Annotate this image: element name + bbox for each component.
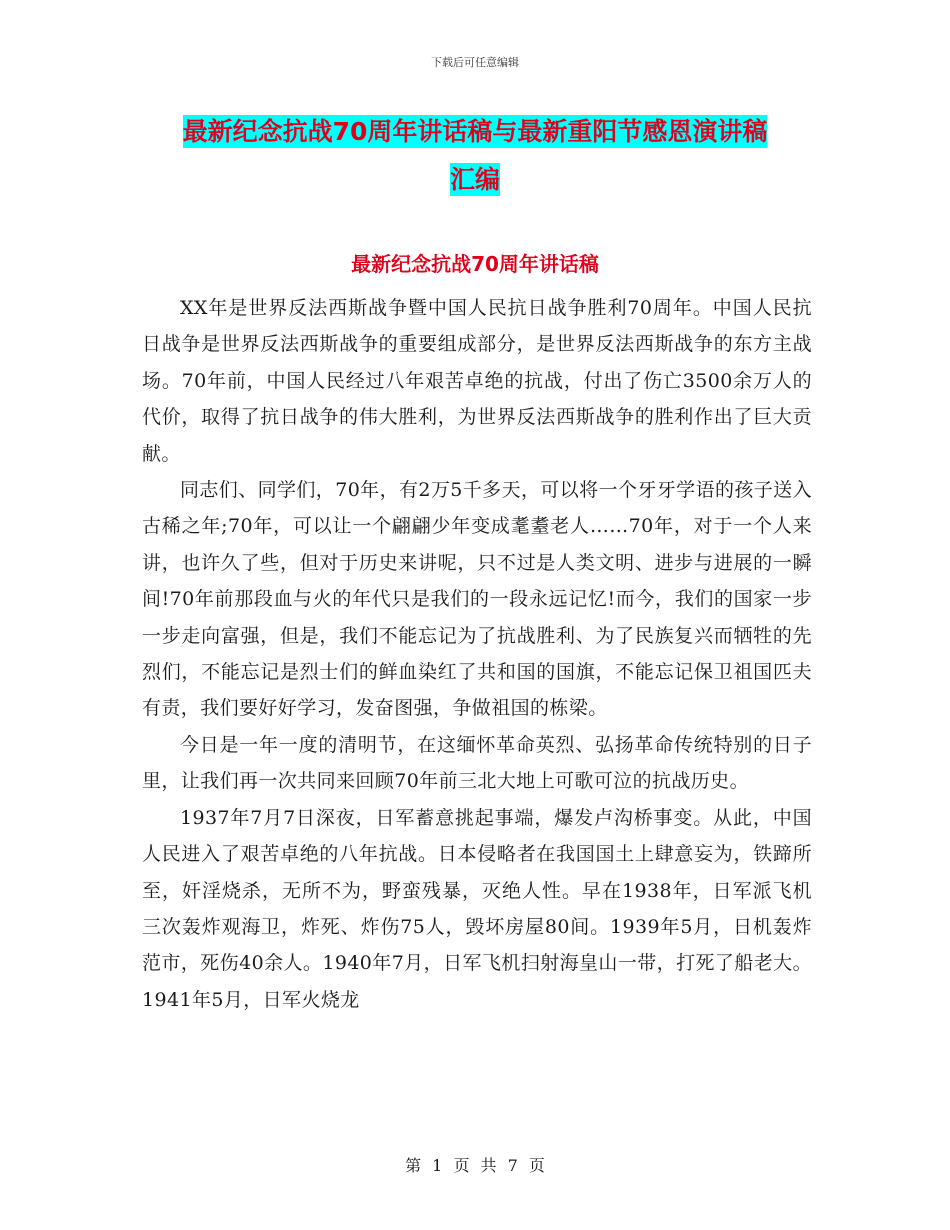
- document-title: [140, 108, 810, 204]
- paragraph: XX年是世界反法西斯战争暨中国人民抗日战争胜利70周年。中国人民抗日战争是世界反法西斯战争的重要组成部分，是世界反法西斯战争的东方主战场。70年前，中国人民经过八年艰苦卓绝的抗战，付出了伤亡3500余万人的代价，取得了抗日战争的伟大胜利，为世界反法西斯战争的胜利作出了巨大贡献。: [142, 297, 812, 465]
- paragraph: 1937年7月7日深夜，日军蓄意挑起事端，爆发卢沟桥事变。从此，中国人民进入了艰苦卓绝的八年抗战。日本侵略者在我国国土上肆意妄为，铁蹄所至，奸淫烧杀，无所不为，野蛮残暴，灭绝人性。早在1938年，日军派飞机三次轰炸观海卫，炸死、炸伤75人，毁坏房屋80间。1939年5月，日机轰炸范市，死伤40余人。1940年7月，日军飞机扫射海皇山一带，打死了船老大。1941年5月，日军火烧龙: [142, 806, 812, 1011]
- document-body: [142, 290, 812, 1018]
- page-number-footer: 第 1 页 共 7 页: [405, 1156, 545, 1175]
- paragraph: 同志们、同学们，70年，有2万5千多天，可以将一个牙牙学语的孩子送入古稀之年;70年，可以让一个翩翩少年变成耄耋老人……70年，对于一个人来讲，也许久了些，但对于历史来讲呢，只不过是人类文明、进步与进展的一瞬间!70年前那段血与火的年代只是我们的一段永远记忆!而今，我们的国家一步一步走向富强，但是，我们不能忘记为了抗战胜利、为了民族复兴而牺牲的先烈们，不能忘记是烈士们的鲜血染红了共和国的国旗，不能忘记保卫祖国匹夫有责，我们要好好学习，发奋图强，争做祖国的栋梁。: [142, 479, 812, 720]
- paragraph: 今日是一年一度的清明节，在这缅怀革命英烈、弘扬革命传统特别的日子里，让我们再一次共同来回顾70年前三北大地上可歌可泣的抗战历史。: [142, 733, 812, 793]
- section-title: 最新纪念抗战70周年讲话稿: [351, 252, 599, 276]
- document-title-line1: 最新纪念抗战70周年讲话稿与最新重阳节感恩演讲稿: [182, 117, 768, 146]
- document-title-line2: 汇编: [449, 165, 500, 194]
- header-note: 下载后可任意编辑: [431, 56, 519, 69]
